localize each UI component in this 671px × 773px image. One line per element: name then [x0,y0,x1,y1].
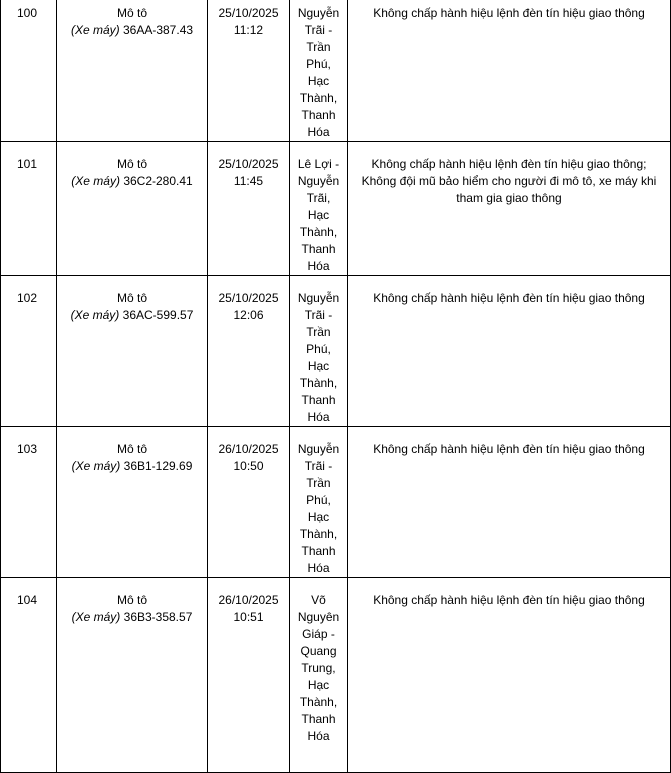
violation-date: 25/10/2025 [218,291,279,305]
stt-cell: 101 [1,142,57,276]
location-cell [290,142,348,276]
license-plate: 36B3-358.57 [123,610,193,624]
vehicle-cell [57,276,208,427]
time-cell [208,578,290,773]
table-row [1,142,671,276]
violation-time: 10:51 [233,610,264,624]
stt-cell: 100 [1,0,57,142]
violation-description: Không chấp hành hiệu lệnh đèn tín hiệu giao thông [373,6,645,20]
vehicle-kind: (Xe máy) [71,459,121,473]
violation-cell [348,427,671,578]
table-row [1,427,671,578]
license-plate: 36AC-599.57 [122,308,194,322]
vehicle-type: Mô tô [116,593,147,607]
location-cell [290,578,348,773]
time-cell [208,0,290,142]
vehicle-plate-line [61,173,203,190]
stt-cell: 103 [1,427,57,578]
vehicle-kind: (Xe máy) [70,23,120,37]
table-row [1,276,671,427]
violation-cell [348,276,671,427]
stt-cell: 102 [1,276,57,427]
time-cell [208,142,290,276]
vehicle-cell [57,427,208,578]
violation-cell [348,142,671,276]
vehicle-type: Mô tô [116,157,147,171]
violation-time: 12:06 [233,308,264,322]
vehicle-kind: (Xe máy) [70,308,120,322]
vehicle-kind: (Xe máy) [71,610,121,624]
vehicle-plate-line [61,307,203,324]
time-cell [208,276,290,427]
violation-location: Nguyễn Trãi - Trần Phú, Hạc Thành, Thanh Hóa [297,291,340,424]
violation-location: Lê Lợi - Nguyễn Trãi, Hạc Thành, Thanh Hóa [297,157,340,273]
violation-date: 25/10/2025 [218,6,279,20]
stt-cell: 104 [1,578,57,773]
violation-location: Nguyễn Trãi - Trần Phú, Hạc Thành, Thanh Hóa [297,6,340,139]
time-cell [208,427,290,578]
violation-date: 25/10/2025 [218,157,279,171]
location-cell [290,0,348,142]
violation-description: Không chấp hành hiệu lệnh đèn tín hiệu giao thông [373,291,645,305]
violation-date: 26/10/2025 [218,442,279,456]
vehicle-type: Mô tô [116,6,147,20]
location-cell [290,427,348,578]
license-plate: 36AA-387.43 [122,23,194,37]
location-cell [290,276,348,427]
license-plate: 36B1-129.69 [123,459,193,473]
violation-time: 11:12 [233,23,264,37]
vehicle-plate-line [61,22,203,39]
vehicle-kind: (Xe máy) [71,174,120,188]
vehicle-cell [57,142,208,276]
violation-location: Võ Nguyên Giáp - Quang Trung, Hạc Thành, Thanh Hóa [297,593,340,743]
vehicle-type: Mô tô [116,442,147,456]
vehicle-type: Mô tô [116,291,147,305]
violation-description: Không chấp hành hiệu lệnh đèn tín hiệu giao thông; Không đội mũ bảo hiểm cho người đi mô tô, xe máy khi tham gia giao thông [361,157,657,205]
table-row [1,578,671,773]
vehicle-plate-line [61,609,203,626]
vehicle-cell [57,578,208,773]
violation-cell [348,0,671,142]
violation-cell [348,578,671,773]
violation-time: 10:50 [233,459,264,473]
license-plate: 36C2-280.41 [123,174,193,188]
violation-time: 11:45 [233,174,264,188]
violation-location: Nguyễn Trãi - Trần Phú, Hạc Thành, Thanh Hóa [297,442,340,575]
table-row [1,0,671,142]
violation-date: 26/10/2025 [218,593,279,607]
violation-description: Không chấp hành hiệu lệnh đèn tín hiệu giao thông [373,593,645,607]
vehicle-cell [57,0,208,142]
violation-description: Không chấp hành hiệu lệnh đèn tín hiệu giao thông [373,442,645,456]
vehicle-plate-line [61,458,203,475]
